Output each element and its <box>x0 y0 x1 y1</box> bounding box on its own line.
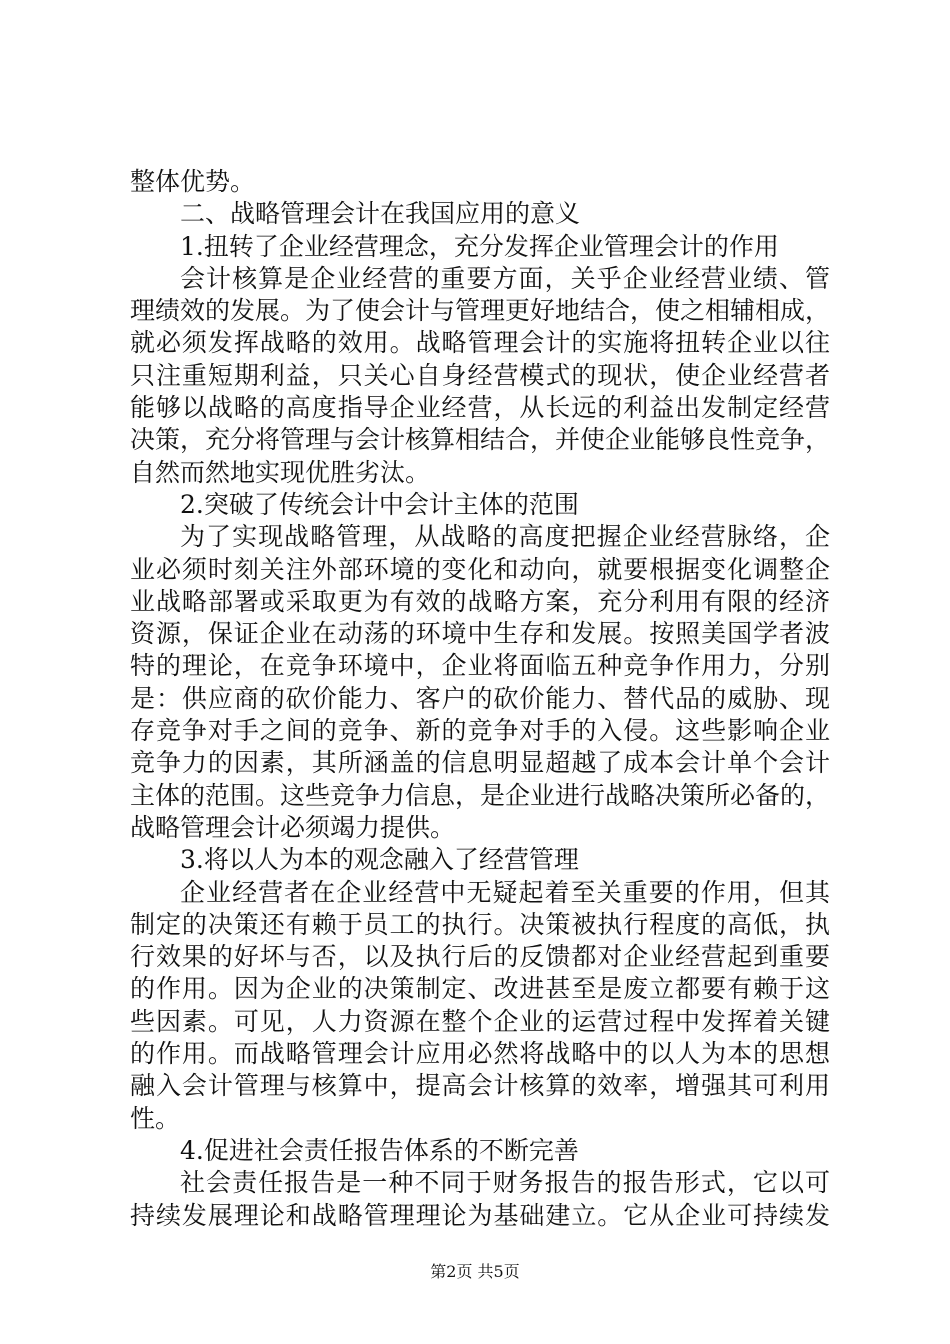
text-line: 性。 <box>130 1103 181 1133</box>
text-line: 存竞争对手之间的竞争、新的竞争对手的入侵。这些影响企业 <box>130 716 830 746</box>
text-line: 为了实现战略管理，从战略的高度把握企业经营脉络，企 <box>180 522 830 552</box>
text-line: 战略管理会计必须竭力提供。 <box>130 812 456 842</box>
text-line: 资源，保证企业在动荡的环境中生存和发展。按照美国学者波 <box>130 619 830 649</box>
text-line: 竞争力的因素，其所涵盖的信息明显超越了成本会计单个会计 <box>130 748 830 778</box>
text-line: 些因素。可见，人力资源在整个企业的运营过程中发挥着关键 <box>130 1006 830 1036</box>
text-line: 融入会计管理与核算中，提高会计核算的效率，增强其可利用 <box>130 1071 830 1101</box>
text-line: 整体优势。 <box>130 167 256 196</box>
text-line: 持续发展理论和战略管理理论为基础建立。它从企业可持续发 <box>130 1200 830 1230</box>
text-line: 2.突破了传统会计中会计主体的范围 <box>180 489 579 519</box>
text-line: 理绩效的发展。为了使会计与管理更好地结合，使之相辅相成， <box>130 296 831 326</box>
text-line: 决策，充分将管理与会计核算相结合，并使企业能够良性竞争， <box>130 425 831 455</box>
page-footer: 第2页 共5页 <box>430 1262 520 1281</box>
text-line: 能够以战略的高度指导企业经营，从长远的利益出发制定经营 <box>130 393 830 423</box>
text-line: 的作用。而战略管理会计应用必然将战略中的以人为本的思想 <box>130 1039 830 1069</box>
text-line: 企业经营者在企业经营中无疑起着至关重要的作用，但其 <box>180 877 830 907</box>
text-line: 业战略部署或采取更为有效的战略方案，充分利用有限的经济 <box>130 586 830 616</box>
text-line: 社会责任报告是一种不同于财务报告的报告形式，它以可 <box>180 1168 830 1198</box>
text-line: 自然而然地实现优胜劣汰。 <box>130 457 431 487</box>
text-line: 4.促进社会责任报告体系的不断完善 <box>180 1135 579 1165</box>
text-line: 会计核算是企业经营的重要方面，关乎企业经营业绩、管 <box>180 263 830 293</box>
text-line: 3.将以人为本的观念融入了经营管理 <box>180 845 579 875</box>
text-line: 业必须时刻关注外部环境的变化和动向，就要根据变化调整企 <box>130 554 830 584</box>
document-body <box>130 166 830 1232</box>
text-line: 二、战略管理会计在我国应用的意义 <box>180 199 581 229</box>
text-line: 1.扭转了企业经营理念，充分发挥企业管理会计的作用 <box>180 231 779 261</box>
text-line: 就必须发挥战略的效用。战略管理会计的实施将扭转企业以往 <box>130 328 830 358</box>
text-line: 制定的决策还有赖于员工的执行。决策被执行程度的高低，执 <box>130 909 830 939</box>
text-line: 主体的范围。这些竞争力信息，是企业进行战略决策所必备的， <box>130 780 831 810</box>
text-line: 特的理论，在竞争环境中，企业将面临五种竞争作用力，分别 <box>130 651 830 681</box>
text-line: 行效果的好坏与否，以及执行后的反馈都对企业经营起到重要 <box>130 942 830 972</box>
text-line: 只注重短期利益，只关心自身经营模式的现状，使企业经营者 <box>130 360 830 390</box>
text-line: 的作用。因为企业的决策制定、改进甚至是废立都要有赖于这 <box>130 974 830 1004</box>
text-line: 是：供应商的砍价能力、客户的砍价能力、替代品的威胁、现 <box>130 683 830 713</box>
